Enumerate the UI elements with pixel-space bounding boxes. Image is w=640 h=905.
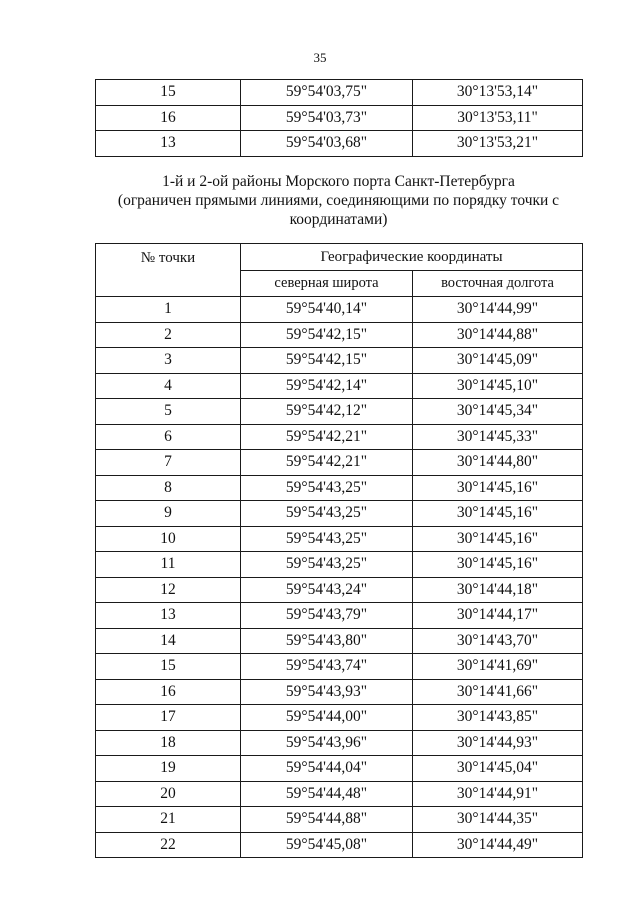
latitude-cell: 59°54'42,12" (241, 399, 413, 425)
latitude-cell: 59°54'44,00" (241, 705, 413, 731)
table-row (96, 131, 583, 157)
heading-line-3: координатами) (289, 211, 388, 228)
table-row (96, 603, 583, 629)
table-row (96, 552, 583, 578)
coordinates-table-body (96, 297, 583, 858)
latitude-cell: 59°54'43,96" (241, 730, 413, 756)
table-row (96, 424, 583, 450)
longitude-cell: 30°14'44,91" (413, 781, 583, 807)
table-row (96, 705, 583, 731)
latitude-cell: 59°54'43,25" (241, 501, 413, 527)
longitude-cell: 30°14'44,99" (413, 297, 583, 323)
point-number-cell: 15 (96, 80, 241, 106)
longitude-cell: 30°14'44,93" (413, 730, 583, 756)
point-number-cell: 16 (96, 105, 241, 131)
latitude-cell: 59°54'44,88" (241, 807, 413, 833)
point-number-cell: 17 (96, 705, 241, 731)
longitude-cell: 30°14'44,17" (413, 603, 583, 629)
header-east-longitude: восточная долгота (413, 271, 583, 297)
latitude-cell: 59°54'43,25" (241, 475, 413, 501)
continued-coordinates-table (95, 79, 583, 157)
latitude-cell: 59°54'42,21" (241, 450, 413, 476)
heading-line-1: 1-й и 2-ой районы Морского порта Санкт-Петербурга (162, 173, 515, 190)
table-row (96, 756, 583, 782)
latitude-cell: 59°54'45,08" (241, 832, 413, 858)
continued-table-body (96, 80, 583, 157)
point-number-cell: 13 (96, 603, 241, 629)
point-number-cell: 22 (96, 832, 241, 858)
point-number-cell: 19 (96, 756, 241, 782)
latitude-cell: 59°54'42,21" (241, 424, 413, 450)
table-row (96, 348, 583, 374)
latitude-cell: 59°54'43,80" (241, 628, 413, 654)
page-number: 35 (313, 50, 327, 65)
point-number-cell: 21 (96, 807, 241, 833)
longitude-cell: 30°14'45,16" (413, 526, 583, 552)
longitude-cell: 30°14'45,09" (413, 348, 583, 374)
latitude-cell: 59°54'43,79" (241, 603, 413, 629)
latitude-cell: 59°54'43,93" (241, 679, 413, 705)
heading-line-2: (ограничен прямыми линиями, соединяющими по порядку точки с (117, 192, 560, 209)
table-row (96, 781, 583, 807)
header-north-latitude: северная широта (241, 271, 413, 297)
point-number-cell: 14 (96, 628, 241, 654)
latitude-cell: 59°54'42,14" (241, 373, 413, 399)
header-point-number: № точки (96, 244, 241, 297)
table-row (96, 475, 583, 501)
longitude-cell: 30°14'43,85" (413, 705, 583, 731)
longitude-cell: 30°14'44,18" (413, 577, 583, 603)
table-row (96, 297, 583, 323)
longitude-cell: 30°14'44,49" (413, 832, 583, 858)
point-number-cell: 5 (96, 399, 241, 425)
latitude-cell: 59°54'43,74" (241, 654, 413, 680)
table-row (96, 450, 583, 476)
point-number-cell: 7 (96, 450, 241, 476)
table-row (96, 730, 583, 756)
longitude-cell: 30°13'53,21" (413, 131, 583, 157)
longitude-cell: 30°13'53,14" (413, 80, 583, 106)
latitude-cell: 59°54'03,75" (241, 80, 413, 106)
table-row (96, 526, 583, 552)
coordinates-table (95, 243, 583, 858)
longitude-cell: 30°14'44,80" (413, 450, 583, 476)
longitude-cell: 30°14'45,10" (413, 373, 583, 399)
point-number-cell: 8 (96, 475, 241, 501)
point-number-cell: 6 (96, 424, 241, 450)
section-heading (95, 172, 582, 229)
table-row (96, 80, 583, 106)
table-row (96, 373, 583, 399)
longitude-cell: 30°14'43,70" (413, 628, 583, 654)
table-row (96, 679, 583, 705)
latitude-cell: 59°54'44,48" (241, 781, 413, 807)
latitude-cell: 59°54'44,04" (241, 756, 413, 782)
point-number-cell: 15 (96, 654, 241, 680)
table-row (96, 577, 583, 603)
latitude-cell: 59°54'43,25" (241, 526, 413, 552)
latitude-cell: 59°54'03,73" (241, 105, 413, 131)
latitude-cell: 59°54'43,25" (241, 552, 413, 578)
point-number-cell: 3 (96, 348, 241, 374)
header-geo-coordinates: Географические координаты (241, 244, 583, 271)
table-row (96, 501, 583, 527)
point-number-cell: 12 (96, 577, 241, 603)
longitude-cell: 30°14'45,16" (413, 501, 583, 527)
longitude-cell: 30°14'45,04" (413, 756, 583, 782)
table-row (96, 105, 583, 131)
point-number-cell: 13 (96, 131, 241, 157)
table-row (96, 832, 583, 858)
point-number-cell: 20 (96, 781, 241, 807)
point-number-cell: 16 (96, 679, 241, 705)
point-number-cell: 11 (96, 552, 241, 578)
longitude-cell: 30°14'44,88" (413, 322, 583, 348)
longitude-cell: 30°14'45,33" (413, 424, 583, 450)
longitude-cell: 30°14'45,34" (413, 399, 583, 425)
latitude-cell: 59°54'42,15" (241, 348, 413, 374)
point-number-cell: 18 (96, 730, 241, 756)
table-row (96, 654, 583, 680)
point-number-cell: 10 (96, 526, 241, 552)
longitude-cell: 30°14'45,16" (413, 552, 583, 578)
table-row (96, 322, 583, 348)
longitude-cell: 30°14'41,69" (413, 654, 583, 680)
point-number-cell: 2 (96, 322, 241, 348)
latitude-cell: 59°54'03,68" (241, 131, 413, 157)
point-number-cell: 4 (96, 373, 241, 399)
table-header-row (96, 244, 583, 271)
longitude-cell: 30°13'53,11" (413, 105, 583, 131)
latitude-cell: 59°54'42,15" (241, 322, 413, 348)
point-number-cell: 9 (96, 501, 241, 527)
table-row (96, 807, 583, 833)
longitude-cell: 30°14'44,35" (413, 807, 583, 833)
latitude-cell: 59°54'40,14" (241, 297, 413, 323)
table-row (96, 628, 583, 654)
point-number-cell: 1 (96, 297, 241, 323)
latitude-cell: 59°54'43,24" (241, 577, 413, 603)
longitude-cell: 30°14'45,16" (413, 475, 583, 501)
table-row (96, 399, 583, 425)
longitude-cell: 30°14'41,66" (413, 679, 583, 705)
